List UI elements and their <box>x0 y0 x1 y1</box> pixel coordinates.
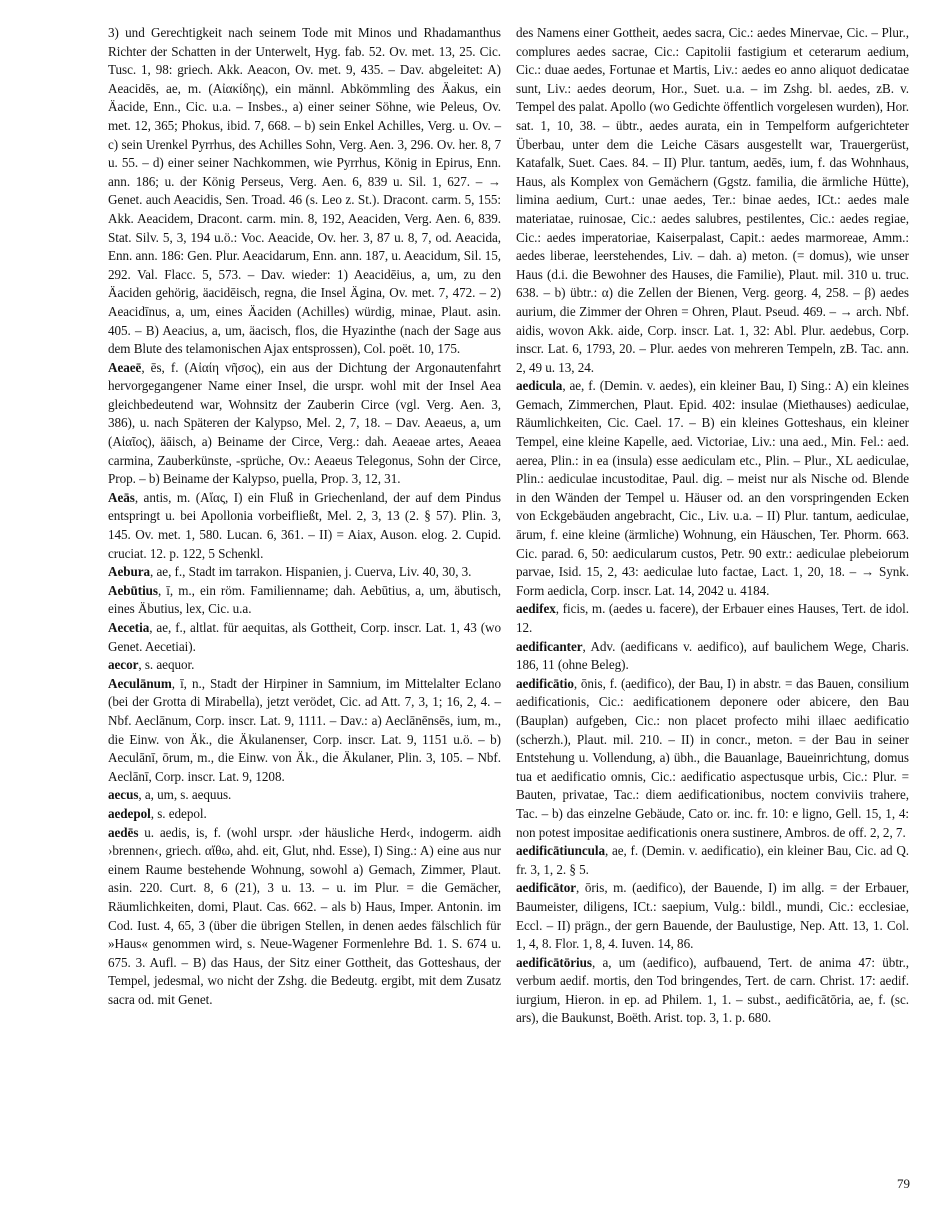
entry-lemma: aedificātor <box>516 880 577 896</box>
dictionary-entry <box>516 638 909 675</box>
entry-lemma: aedificanter <box>516 638 583 654</box>
entry-text: , a, um, s. aequus. <box>138 787 232 803</box>
dictionary-entry <box>108 675 501 787</box>
entry-lemma: aedificātio <box>516 675 574 691</box>
dictionary-entry <box>108 582 501 619</box>
dictionary-entry <box>108 786 501 805</box>
dictionary-entry <box>108 563 501 582</box>
entry-text: , ficis, m. (aedes u. facere), der Erbauer eines Hauses, Tert. de idol. 12. <box>516 601 909 635</box>
entry-lemma: aedifex <box>516 601 556 617</box>
entry-text: , Adv. (aedificans v. aedifico), auf baulichem Wege, Charis. 186, 11 (ohne Beleg). <box>516 638 909 673</box>
dictionary-entry <box>108 656 501 675</box>
entry-text: , ōris, m. (aedifico), der Bauende, I) im allg. = der Erbauer, Baumeister, diligens, ICt.: saepium, Vulg.: bildl., mundi, Cic.: ecclesiae, Eccl. – II) prägn., der gern Bauende, der Baulustige, Nep. Att. 13, 1. Col. 1, 4, 8. Flor. 1, 8, 4. Iuven. 14, 86. <box>516 880 909 952</box>
entry-text: , a, um (aedifico), aufbauend, Tert. de anima 47: übtr., verbum aedif. mortis, den Tod bringendes, Tert. de carn. Christ. 17: aedif. iurgium, Hieron. in ep. ad Philem. 1, 1. – subst., aedificātōria, ae, f. (sc. ars), die Baukunst, Boëth. Arist. top. 3, 1. p. 680. <box>516 954 909 1026</box>
dictionary-entry <box>516 377 909 600</box>
entry-text: , ēs, f. (Αἰαίη νῆσος), ein aus der Dichtung der Argonautenfahrt hervorgegangener Name einer Insel, die urspr. wohl mit der Insel Aea gleichbedeutend war, Wohnsitz der Zauberin Circe (vgl. Verg. Aen. 3, 386), u. nach Späteren der Kalypso, Mel. 2, 7, 18. – Dav. Aeaeus, a, um (Αἰαῖος), äāisch, a) Beiname der Circe, Verg.: dah. Aeaeae artes, Aeaea carmina, Zauberkünste, -sprüche, Ov.: Aeaeus Telegonus, Sohn der Circe, Prop. – b) Beiname der Kalypso, puella, Prop. 3, 12, 31. <box>108 359 501 487</box>
entry-lemma: aedicula <box>516 378 563 394</box>
left-column <box>108 24 501 1009</box>
entry-lemma: Aeaeē <box>108 359 142 375</box>
entry-text: , ae, f. (Demin. v. aedes), ein kleiner Bau, I) Sing.: A) ein kleines Gemach, Zimmerchen, Plaut. Epid. 402: insulae (Miethauses) aediculae, Räumlichkeiten, Cic. Cael. 17. – B) ein kleines Gotteshaus, ein kleiner Tempel, eine kleine Kapelle, aed. Victoriae, Liv.: una aed., Min. Fel.: aed. aerea, Plin.: in ea (insula) esse aediculam etc., Plin. – Plur., XL aediculae, Plin.: aediculae incustoditae, Paul. dig. – meist nur als Nische od. Blende in den Wänden der Tempel u. Häuser od. an den vorspringenden Ecken von Eckgebäuden angebracht, Cic., Liv. u.a. – II) Plur. tantum, aediculae, ārum, f. eine kleine (ärmliche) Wohnung, ein Häuschen, Ter. Phorm. 663. Cic. parad. 6, 50: aedicularum custos, Petr. 90 extr.: aediculae plebeiorum parvae, Isid. 15, 2, 43: aediculae luto factae, Lact. 1, 20, 18. – → Synk. Form aedicla, Corp. inscr. Lat. 14, 2042 u. 4184. <box>516 378 909 598</box>
dictionary-entry <box>108 824 501 1010</box>
dictionary-entry <box>108 805 501 824</box>
entry-text: 3) und Gerechtigkeit nach seinem Tode mit Minos und Rhadamanthus Richter der Schatten in der Unterwelt, Hyg. fab. 52. Ov. met. 13, 25. Cic. Tusc. 1, 98: griech. Akk. Aeacon, Ov. met. 9, 435. – Dav. abgeleitet: A) Aeacidēs, ae, m. (Αἰακίδης), ein männl. Abkömmling des Äakus, ein Äacide, Enn., Cic. u.a. – Insbes., a) einer seiner Söhne, wie Peleus, Ov. met. 12, 365; Phokus, ibid. 7, 668. – b) sein Enkel Achilles, Verg. u. Ov. – c) sein Urenkel Pyrrhus, des Achilles Sohn, Verg. Aen. 3, 296. Ov. her. 8, 7 u. 55. – d) einer seiner Nachkommen, wie Pyrrhus, König in Epirus, Enn. ann. 186; u. der König Perseus, Verg. Aen. 6, 839 u. Sil. 1, 627. – → Genet. auch Aeacidis, Sen. Troad. 46 (s. Leo z. St.). Dracont. carm. 5, 155: Akk. Aeacidem, Dracont. carm. min. 8, 192, Aeaciden, Verg. Aen. 6, 839. Stat. Silv. 5, 3, 194 u.ö.: Voc. Aeacide, Ov. her. 3, 87 u. 8, 7, od. Aeacida, Enn. ann. 186: Gen. Plur. Aeacidarum, Enn. ann. 187, u. Aeacidum, Sil. 15, 292. Val. Flacc. 5, 573. – Dav. wieder: 1) Aeacidēius, a, um, zu den Äaciden gehörig, äacidēisch, regna, die Insel Ägina, Ov. met. 7, 472. – 2) Aeacidīnus, a, um, eines Äaciden (Achilles) würdig, minae, Plaut. asin. 405. – B) Aeacius, a, um, äacisch, flos, die Hyazinthe (nach der Sage aus dem Blute des telamonischen Ajax entsprossen), Col. poët. 10, 175. <box>108 25 501 357</box>
dictionary-entry <box>516 600 909 637</box>
entry-lemma: aedepol <box>108 805 151 821</box>
entry-lemma: aedificātiuncula <box>516 843 605 859</box>
entry-lemma: aedificātōrius <box>516 954 592 970</box>
entry-text: u. aedis, is, f. (wohl urspr. ›der häusliche Herd‹, indogerm. aidh ›brennen‹, griech. αἴθω, ahd. eit, Glut, nhd. Esse), I) Sing.: A) eine aus nur einem Raume bestehende Wohnung, sowohl a) Gemach, Zimmer, Plaut. asin. 220. Curt. 8, 6 (21), 3 u. 13. – u. im Plur. = die Gemächer, Räumlichkeiten, domi, Plaut. Cas. 662. – als b) Haus, Imper. Antonin. im Cod. Iust. 4, 65, 3 (über die übrigen Stellen, in denen aedes fälschlich für »Haus« genommen wird, s. Neue-Wagener Formenlehre Bd. 1. S. 674 u. 675. 3. Aufl. – B) das Haus, der Sitz einer Gottheit, das Gotteshaus, der Tempel, jedesmal, wo nicht der Zshg. die Bedeutg. ergibt, mit dem Zusatz sacra od. mit Genet. <box>108 824 501 1007</box>
right-column <box>516 24 909 1028</box>
entry-lemma: aecus <box>108 787 139 803</box>
entry-text: , ī, m., ein röm. Familienname; dah. Aebūtius, a, um, äbutisch, eines Äbutius, lex, Cic. u.a. <box>108 582 501 617</box>
entry-lemma: Aebura <box>108 564 151 580</box>
entry-text: , s. edepol. <box>150 805 207 821</box>
entry-text: des Namens einer Gottheit, aedes sacra, Cic.: aedes Minervae, Cic. – Plur., complures aedes sacrae, Cic.: Capitolii fastigium et ceterarum aedium, Cic.: duae aedes, Fortunae et Martis, Liv.: aedes eo anno aliquot dedicatae sunt, Liv.: aedes deorum, Hor., Suet. u.a. – im Zshg. bl. aedes, zB. v. Tempel des palat. Apollo (wo Gedichte öffentlich vorgelesen wurden), Hor. sat. 1, 10, 38. – übtr., aedes aurata, ein in Tempelform aufgerichteter Überbau, unter dem die Leiche Cäsars ausgestellt war, Trauergerüst, Katafalk, Suet. Caes. 84. – II) Plur. tantum, aedēs, ium, f. das Wohnhaus, Haus, als Komplex von Gemächern (Ggstz. familia, die ärmliche Hütte), limina aedium, Curt.: unae aedes, Ter.: binae aedes, ICt.: aedes male materiatae, ruinosae, Cic.: aedes salubres, pestilentes, Cic.: aedes regiae, Cic.: aedes imperatoriae, Kaiserpalast, Capit.: aedes marmoreae, Amm.: aedes liberae, leerstehendes, Liv. – dah. a) meton. (= domus), wie unser Haus (d.i. die Bewohner des Hauses, die Familie), Plaut. mil. 310 u. truc. 638. – b) übtr.: α) die Zellen der Bienen, Verg. georg. 4, 258. – β) aedes aurium, die Zimmer der Ohren = Ohren, Plaut. Pseud. 469. – → arch. Nbf. aidis, wovon Akk. aide, Corp. inscr. Lat. 1, 32: Abl. Plur. aedebus, Corp. inscr. Lat. 6, 1793, 20. – Plur. aedes von mehreren Tempeln, zB. Tac. ann. 2, 49 u. 13, 24. <box>516 25 909 375</box>
entry-text: , ae, f., Stadt im tarrakon. Hispanien, j. Cuerva, Liv. 40, 30, 3. <box>150 564 472 580</box>
entry-lemma: Aecetia <box>108 620 150 635</box>
dictionary-entry <box>108 359 501 489</box>
entry-text: , s. aequor. <box>138 657 195 673</box>
dictionary-entry <box>516 879 909 953</box>
dictionary-entry <box>108 24 501 359</box>
entry-text: , antis, m. (Αἴας, I) ein Fluß in Griechenland, der auf dem Pindus entspringt u. bei Apollonia vorbeifließt, Mel. 2, 3, 13 (2. § 57). Plin. 3, 145. Ov. met. 1, 580. Lucan. 6, 361. – II) = Aiax, Auson. elog. 2. Cupid. cruciat. 12. p. 122, 5 Schenkl. <box>108 489 501 561</box>
entry-text: , ae, f. (Demin. v. aedificatio), ein kleiner Bau, Cic. ad Q. fr. 3, 1, 2. § 5. <box>516 843 909 877</box>
entry-text: , ae, f., altlat. für aequitas, als Gottheit, Corp. inscr. Lat. 1, 43 (wo Genet. Aecetiai). <box>108 620 501 654</box>
dictionary-entry <box>108 489 501 563</box>
page-number: 79 <box>897 1176 910 1191</box>
entry-lemma: Aeculānum <box>108 675 172 691</box>
entry-lemma: Aebūtius <box>108 582 158 598</box>
entry-text: , ī, n., Stadt der Hirpiner in Samnium, im Mittelalter Eclano (bei der Grotta di Mirabella), jetzt verödet, Cic. ad Att. 7, 3, 1; 16, 2, 4. – Nbf. Aeclānum, Corp. inscr. Lat. 9, 1111. – Dav.: a) Aeclānēnsēs, ium, m., die Einw. von Äk., die Äkulanenser, Corp. inscr. Lat. 9, 1151 u.ö. – b) Aeculānī, ōrum, m., die Einw. von Äk., die Äkulaner, Plin. 3, 105. – Nbf. Aeclānī, Corp. inscr. Lat. 9, 1208. <box>108 675 501 784</box>
dictionary-entry <box>516 675 909 842</box>
entry-lemma: Aeās <box>108 489 135 505</box>
entry-text: , ōnis, f. (aedifico), der Bau, I) in abstr. = das Bauen, consilium aedificationis, Cic.: aedificationem deponere oder abicere, den Bau (Bauplan) aufgeben, Cic.: non placet profecto mihi illaec aedificatio (scherzh.), Plaut. mil. 210. – II) in concr., meton. = der Bau in seiner Entstehung u. Vollendung, a) übh., die Bauanlage, Baueinrichtung, domus tua et aedificatio omnis, Cic.: aedificatio aspectusque urbis, Cic.: Plur. = Bauten, privatae, Tac.: diem aedificationibus, noctem conviviis trahere, Tac. – b) das einzelne Gebäude, Cato or. inc. fr. 10: e ligno, Gell. 15, 1, 4: non potest impositae aedificationis onera sustinere, Ambros. de off. 2, 2, 7. <box>516 675 909 840</box>
entry-lemma: aedēs <box>108 824 139 840</box>
dictionary-entry <box>108 619 501 656</box>
dictionary-entry <box>516 954 909 1028</box>
dictionary-entry <box>516 842 909 879</box>
dictionary-entry <box>516 24 909 377</box>
entry-lemma: aecor <box>108 657 139 673</box>
